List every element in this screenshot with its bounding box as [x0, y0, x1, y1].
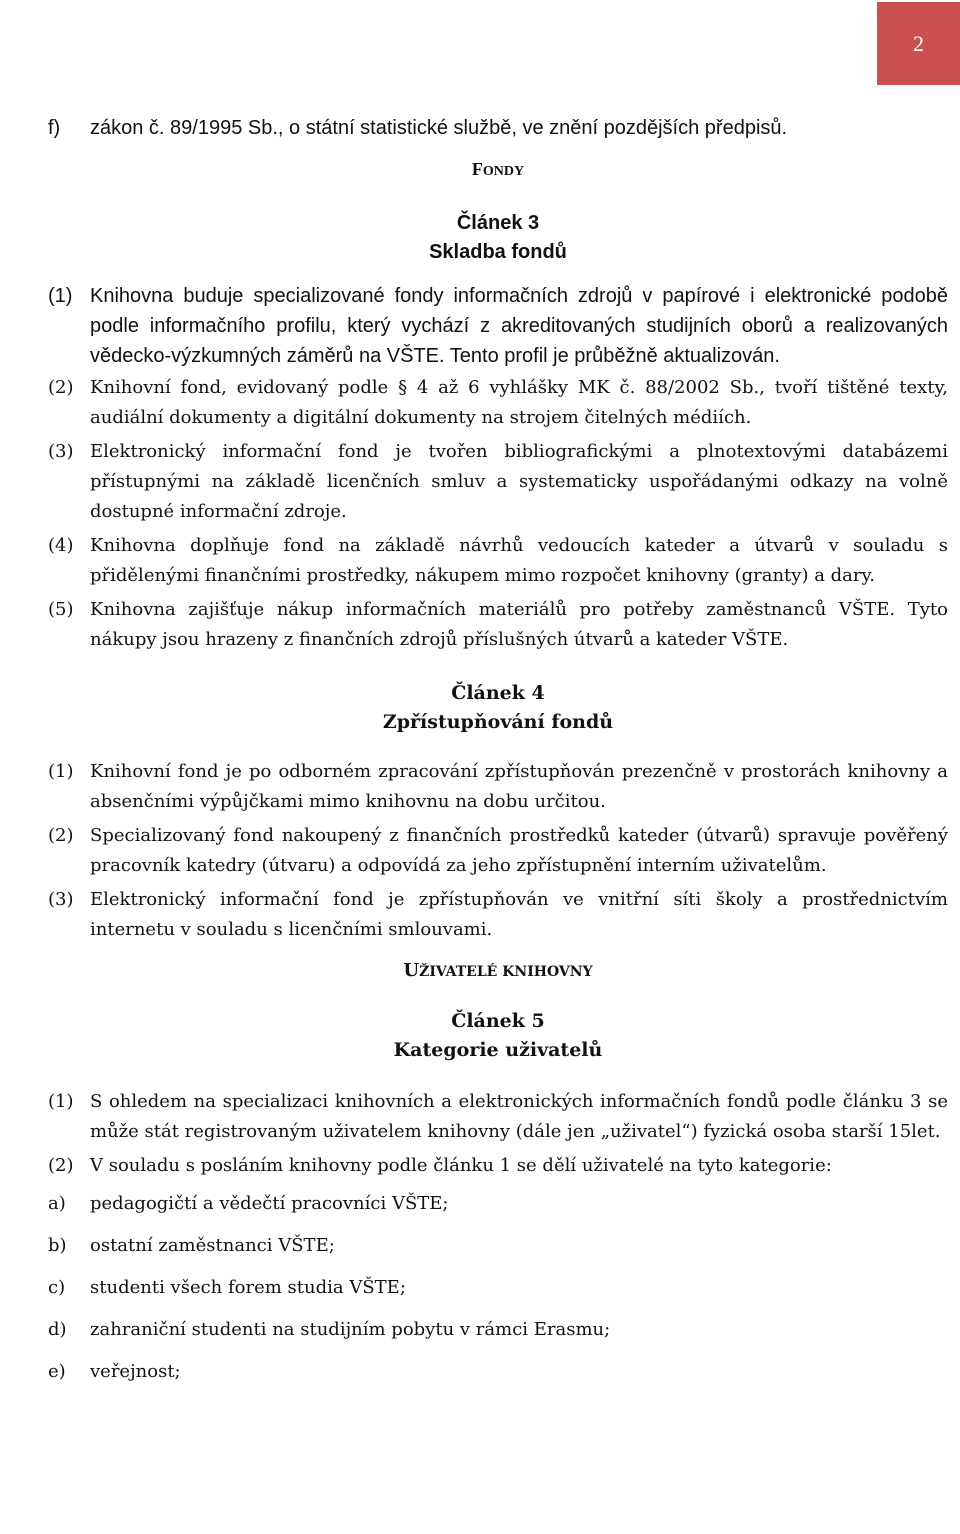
article-5-title: Kategorie uživatelů	[393, 1039, 603, 1061]
list-marker: f)	[48, 117, 61, 139]
paragraph-text: Knihovní fond, evidovaný podle § 4 až 6 vyhlášky MK č. 88/2002 Sb., tvoří tištěné texty, audiální dokumenty a digitální dokumenty na strojem čitelných médiích.	[90, 377, 948, 428]
paragraph-number: (3)	[48, 889, 74, 910]
paragraph-text: Specializovaný fond nakoupený z finančních prostředků kateder (útvarů) spravuje pověřený pracovník katedry (útvaru) a odpovídá za jeho zpřístupnění interním uživatelům.	[90, 825, 948, 876]
section-heading-rest: ONDY	[482, 164, 525, 179]
list-text: zákon č. 89/1995 Sb., o státní statistické službě, ve znění pozdějších předpisů.	[90, 117, 788, 139]
paragraph-number: (4)	[48, 535, 74, 556]
list-marker: c)	[48, 1277, 66, 1298]
paragraph	[48, 531, 948, 591]
section-heading-fondy	[48, 155, 948, 183]
document-body	[48, 113, 948, 1393]
article-4-title: Zpřístupňování fondů	[382, 711, 614, 733]
paragraph-text: Knihovna buduje specializované fondy informačních zdrojů v papírové i elektronické podobě podle informačního profilu, který vychází z akreditovaných studijních oborů a realizovaných vědecko-výzkumných záměrů na VŠTE. Tento profil je průběžně aktualizován.	[90, 285, 948, 367]
paragraph-number: (2)	[48, 377, 74, 398]
section-heading-initial: F	[471, 159, 483, 179]
list-marker: a)	[48, 1193, 66, 1214]
paragraph	[48, 821, 948, 881]
list-item	[48, 113, 948, 143]
paragraph-text: V souladu s posláním knihovny podle článku 1 se dělí uživatelé na tyto kategorie:	[90, 1155, 832, 1176]
list-text: ostatní zaměstnanci VŠTE;	[90, 1235, 335, 1256]
article-4-number: Článek 4	[451, 682, 545, 704]
paragraph-text: Knihovní fond je po odborném zpracování zpřístupňován prezenčně v prostorách knihovny a absenčními výpůjčkami mimo knihovnu na dobu určitou.	[90, 761, 948, 812]
paragraph-number: (1)	[48, 761, 74, 782]
list-item	[48, 1351, 948, 1393]
list-marker: e)	[48, 1361, 66, 1382]
article-3-title: Skladba fondů	[429, 241, 567, 263]
list-text: pedagogičtí a vědečtí pracovníci VŠTE;	[90, 1193, 449, 1214]
paragraph-number: (5)	[48, 599, 74, 620]
section-heading-rest: ŽIVATELÉ KNIHOVNY	[419, 964, 593, 980]
paragraph-number: (1)	[48, 1091, 74, 1112]
paragraph	[48, 757, 948, 817]
paragraph-text: Elektronický informační fond je zpřístupňován ve vnitřní síti školy a prostřednictvím internetu v souladu s licenčními smlouvami.	[90, 889, 948, 940]
paragraph	[48, 1151, 948, 1181]
paragraph	[48, 281, 948, 371]
paragraph	[48, 1087, 948, 1147]
paragraph	[48, 885, 948, 945]
page-number-badge: 2	[877, 2, 960, 85]
paragraph-text: Knihovna doplňuje fond na základě návrhů vedoucích kateder a útvarů v souladu s přidělenými finančními prostředky, nákupem mimo rozpočet knihovny (granty) a dary.	[90, 535, 948, 586]
section-heading-initial: U	[403, 960, 420, 981]
article-3-number: Článek 3	[456, 212, 540, 234]
list-item	[48, 1267, 948, 1309]
paragraph	[48, 437, 948, 527]
paragraph	[48, 595, 948, 655]
list-item	[48, 1309, 948, 1351]
section-heading-uzivatele	[48, 957, 948, 985]
list-text: veřejnost;	[90, 1361, 181, 1382]
list-text: zahraniční studenti na studijním pobytu v rámci Erasmu;	[90, 1319, 611, 1340]
paragraph-text: S ohledem na specializaci knihovních a elektronických informačních fondů podle článku 3 se může stát registrovaným uživatelem knihovny (dále jen „uživatel“) fyzická osoba starší 15let.	[90, 1091, 948, 1142]
paragraph-number: (3)	[48, 441, 74, 462]
list-marker: d)	[48, 1319, 67, 1340]
paragraph-text: Knihovna zajišťuje nákup informačních materiálů pro potřeby zaměstnanců VŠTE. Tyto nákupy jsou hrazeny z finančních zdrojů příslušných útvarů a kateder VŠTE.	[90, 599, 948, 650]
paragraph-text: Elektronický informační fond je tvořen bibliografickými a plnotextovými databázemi přístupnými na základě licenčních smluv a systematicky uspořádanými odkazy na volně dostupné informační zdroje.	[90, 441, 948, 522]
paragraph-number: (2)	[48, 1155, 74, 1176]
list-text: studenti všech forem studia VŠTE;	[90, 1277, 406, 1298]
paragraph-number: (1)	[48, 285, 73, 307]
list-item	[48, 1183, 948, 1225]
list-item	[48, 1225, 948, 1267]
article-5-number: Článek 5	[451, 1010, 545, 1032]
paragraph-number: (2)	[48, 825, 74, 846]
list-marker: b)	[48, 1235, 67, 1256]
paragraph	[48, 373, 948, 433]
